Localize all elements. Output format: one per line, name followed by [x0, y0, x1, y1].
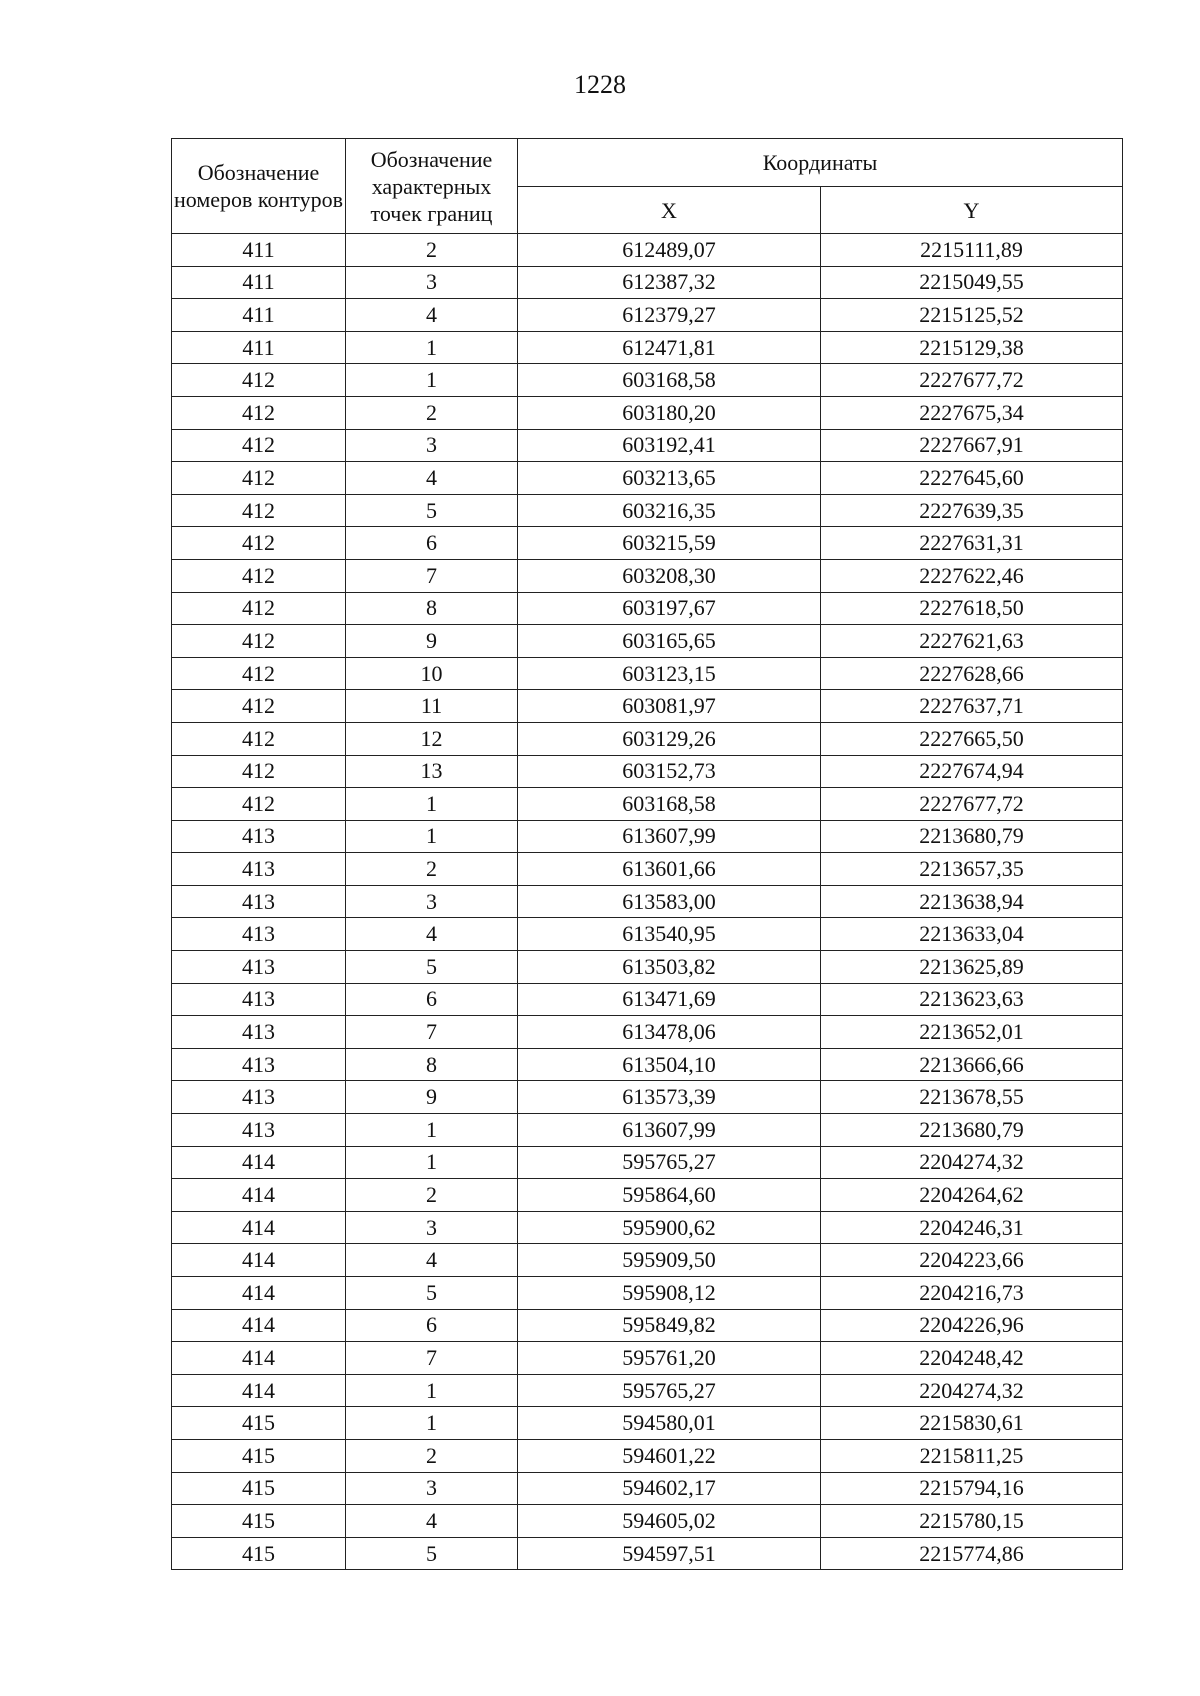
cell-contour-number: 413	[172, 1016, 346, 1049]
cell-contour-number: 411	[172, 266, 346, 299]
cell-x: 603165,65	[518, 625, 821, 658]
table-row	[172, 918, 1123, 951]
cell-x: 594605,02	[518, 1505, 821, 1538]
cell-point-number: 10	[346, 657, 518, 690]
table-row	[172, 951, 1123, 984]
cell-x: 595849,82	[518, 1309, 821, 1342]
cell-contour-number: 413	[172, 951, 346, 984]
cell-contour-number: 414	[172, 1342, 346, 1375]
table-row	[172, 1537, 1123, 1570]
cell-contour-number: 412	[172, 592, 346, 625]
cell-contour-number: 411	[172, 331, 346, 364]
cell-point-number: 4	[346, 299, 518, 332]
cell-point-number: 3	[346, 885, 518, 918]
cell-x: 612379,27	[518, 299, 821, 332]
cell-y: 2227622,46	[821, 559, 1123, 592]
cell-contour-number: 413	[172, 1048, 346, 1081]
cell-x: 603081,97	[518, 690, 821, 723]
cell-y: 2213652,01	[821, 1016, 1123, 1049]
cell-y: 2204226,96	[821, 1309, 1123, 1342]
cell-x: 613607,99	[518, 1114, 821, 1147]
cell-x: 594602,17	[518, 1472, 821, 1505]
cell-x: 603168,58	[518, 364, 821, 397]
cell-x: 613601,66	[518, 853, 821, 886]
cell-x: 603180,20	[518, 396, 821, 429]
cell-y: 2213678,55	[821, 1081, 1123, 1114]
cell-contour-number: 411	[172, 299, 346, 332]
cell-x: 603192,41	[518, 429, 821, 462]
cell-x: 612471,81	[518, 331, 821, 364]
cell-y: 2227631,31	[821, 527, 1123, 560]
cell-contour-number: 413	[172, 853, 346, 886]
cell-point-number: 1	[346, 1146, 518, 1179]
cell-x: 595900,62	[518, 1211, 821, 1244]
cell-y: 2215111,89	[821, 234, 1123, 267]
cell-contour-number: 415	[172, 1505, 346, 1538]
table-row	[172, 625, 1123, 658]
cell-y: 2213666,66	[821, 1048, 1123, 1081]
table-row	[172, 234, 1123, 267]
cell-x: 613607,99	[518, 820, 821, 853]
table-row	[172, 364, 1123, 397]
cell-x: 595864,60	[518, 1179, 821, 1212]
cell-y: 2215129,38	[821, 331, 1123, 364]
cell-y: 2227639,35	[821, 494, 1123, 527]
table-row	[172, 592, 1123, 625]
cell-y: 2227628,66	[821, 657, 1123, 690]
cell-x: 613583,00	[518, 885, 821, 918]
cell-contour-number: 412	[172, 364, 346, 397]
cell-point-number: 5	[346, 494, 518, 527]
cell-point-number: 4	[346, 1505, 518, 1538]
table-row	[172, 559, 1123, 592]
cell-point-number: 1	[346, 1114, 518, 1147]
cell-point-number: 1	[346, 331, 518, 364]
cell-contour-number: 413	[172, 820, 346, 853]
cell-x: 595909,50	[518, 1244, 821, 1277]
page-number: 1228	[574, 70, 626, 99]
cell-contour-number: 412	[172, 396, 346, 429]
cell-point-number: 5	[346, 1277, 518, 1310]
cell-point-number: 3	[346, 429, 518, 462]
cell-x: 613540,95	[518, 918, 821, 951]
header-contour-numbers: Обозначение номеров контуров	[172, 139, 346, 234]
cell-x: 595765,27	[518, 1146, 821, 1179]
cell-y: 2213680,79	[821, 1114, 1123, 1147]
table-row	[172, 396, 1123, 429]
cell-y: 2227665,50	[821, 722, 1123, 755]
cell-y: 2204248,42	[821, 1342, 1123, 1375]
cell-contour-number: 412	[172, 722, 346, 755]
cell-y: 2227677,72	[821, 788, 1123, 821]
cell-contour-number: 414	[172, 1211, 346, 1244]
cell-point-number: 7	[346, 1342, 518, 1375]
cell-contour-number: 413	[172, 918, 346, 951]
cell-contour-number: 414	[172, 1179, 346, 1212]
cell-y: 2227674,94	[821, 755, 1123, 788]
cell-point-number: 4	[346, 918, 518, 951]
table-row	[172, 983, 1123, 1016]
table-row	[172, 1374, 1123, 1407]
cell-contour-number: 413	[172, 1114, 346, 1147]
cell-y: 2213657,35	[821, 853, 1123, 886]
cell-x: 595908,12	[518, 1277, 821, 1310]
cell-point-number: 1	[346, 1374, 518, 1407]
cell-y: 2213633,04	[821, 918, 1123, 951]
table-row	[172, 788, 1123, 821]
cell-point-number: 9	[346, 1081, 518, 1114]
cell-contour-number: 414	[172, 1146, 346, 1179]
cell-y: 2215780,15	[821, 1505, 1123, 1538]
cell-y: 2227667,91	[821, 429, 1123, 462]
cell-y: 2215125,52	[821, 299, 1123, 332]
cell-point-number: 1	[346, 820, 518, 853]
cell-y: 2215811,25	[821, 1439, 1123, 1472]
cell-y: 2227675,34	[821, 396, 1123, 429]
cell-x: 603208,30	[518, 559, 821, 592]
cell-contour-number: 412	[172, 527, 346, 560]
cell-point-number: 3	[346, 266, 518, 299]
cell-x: 603129,26	[518, 722, 821, 755]
cell-point-number: 2	[346, 1439, 518, 1472]
cell-x: 613503,82	[518, 951, 821, 984]
header-y: Y	[821, 187, 1123, 234]
header-boundary-points: Обозначение характерных точек границ	[346, 139, 518, 234]
cell-point-number: 2	[346, 234, 518, 267]
cell-y: 2204274,32	[821, 1374, 1123, 1407]
table-row	[172, 820, 1123, 853]
cell-x: 613471,69	[518, 983, 821, 1016]
cell-contour-number: 413	[172, 983, 346, 1016]
cell-point-number: 8	[346, 592, 518, 625]
table-row	[172, 1114, 1123, 1147]
coordinates-table	[171, 138, 1123, 1570]
table-row	[172, 1146, 1123, 1179]
cell-x: 612387,32	[518, 266, 821, 299]
cell-contour-number: 413	[172, 885, 346, 918]
cell-x: 595765,27	[518, 1374, 821, 1407]
table-row	[172, 755, 1123, 788]
cell-x: 603197,67	[518, 592, 821, 625]
cell-x: 603123,15	[518, 657, 821, 690]
cell-point-number: 5	[346, 951, 518, 984]
cell-y: 2213680,79	[821, 820, 1123, 853]
table-row	[172, 1016, 1123, 1049]
table-row	[172, 1048, 1123, 1081]
cell-point-number: 12	[346, 722, 518, 755]
cell-y: 2204246,31	[821, 1211, 1123, 1244]
cell-x: 603213,65	[518, 462, 821, 495]
cell-point-number: 4	[346, 1244, 518, 1277]
table-row	[172, 494, 1123, 527]
cell-x: 613504,10	[518, 1048, 821, 1081]
table-row	[172, 1179, 1123, 1212]
cell-contour-number: 412	[172, 625, 346, 658]
table-row	[172, 853, 1123, 886]
cell-contour-number: 414	[172, 1244, 346, 1277]
cell-contour-number: 412	[172, 559, 346, 592]
table-row	[172, 429, 1123, 462]
cell-point-number: 6	[346, 1309, 518, 1342]
cell-contour-number: 412	[172, 788, 346, 821]
cell-x: 603216,35	[518, 494, 821, 527]
table-row	[172, 1309, 1123, 1342]
cell-y: 2213638,94	[821, 885, 1123, 918]
table-row	[172, 690, 1123, 723]
cell-y: 2213623,63	[821, 983, 1123, 1016]
table-row	[172, 722, 1123, 755]
header-x: X	[518, 187, 821, 234]
cell-y: 2215794,16	[821, 1472, 1123, 1505]
table-row	[172, 1244, 1123, 1277]
cell-contour-number: 415	[172, 1537, 346, 1570]
cell-contour-number: 413	[172, 1081, 346, 1114]
cell-x: 603152,73	[518, 755, 821, 788]
table-row	[172, 1407, 1123, 1440]
table-row	[172, 462, 1123, 495]
cell-contour-number: 415	[172, 1472, 346, 1505]
cell-point-number: 1	[346, 1407, 518, 1440]
cell-x: 594597,51	[518, 1537, 821, 1570]
table-row	[172, 1342, 1123, 1375]
cell-contour-number: 412	[172, 657, 346, 690]
cell-contour-number: 414	[172, 1374, 346, 1407]
table-row	[172, 657, 1123, 690]
cell-contour-number: 412	[172, 462, 346, 495]
table-row	[172, 885, 1123, 918]
cell-point-number: 7	[346, 1016, 518, 1049]
cell-x: 594580,01	[518, 1407, 821, 1440]
cell-contour-number: 412	[172, 690, 346, 723]
cell-point-number: 5	[346, 1537, 518, 1570]
cell-contour-number: 414	[172, 1277, 346, 1310]
table-row	[172, 1439, 1123, 1472]
cell-contour-number: 412	[172, 494, 346, 527]
cell-point-number: 13	[346, 755, 518, 788]
cell-point-number: 2	[346, 1179, 518, 1212]
cell-y: 2204223,66	[821, 1244, 1123, 1277]
cell-point-number: 6	[346, 527, 518, 560]
table-row	[172, 527, 1123, 560]
table-row	[172, 1505, 1123, 1538]
cell-x: 612489,07	[518, 234, 821, 267]
table-row	[172, 1472, 1123, 1505]
cell-contour-number: 412	[172, 755, 346, 788]
cell-point-number: 9	[346, 625, 518, 658]
cell-point-number: 2	[346, 853, 518, 886]
cell-y: 2204216,73	[821, 1277, 1123, 1310]
table-row	[172, 1277, 1123, 1310]
cell-y: 2227637,71	[821, 690, 1123, 723]
cell-contour-number: 415	[172, 1407, 346, 1440]
table-body	[172, 234, 1123, 1570]
cell-contour-number: 411	[172, 234, 346, 267]
cell-point-number: 1	[346, 788, 518, 821]
cell-point-number: 3	[346, 1211, 518, 1244]
table-row	[172, 299, 1123, 332]
cell-point-number: 1	[346, 364, 518, 397]
cell-point-number: 4	[346, 462, 518, 495]
cell-y: 2227618,50	[821, 592, 1123, 625]
cell-y: 2215049,55	[821, 266, 1123, 299]
cell-contour-number: 414	[172, 1309, 346, 1342]
cell-point-number: 3	[346, 1472, 518, 1505]
cell-point-number: 7	[346, 559, 518, 592]
cell-x: 595761,20	[518, 1342, 821, 1375]
cell-point-number: 8	[346, 1048, 518, 1081]
cell-y: 2215830,61	[821, 1407, 1123, 1440]
table-header	[172, 139, 1123, 234]
table-row	[172, 1211, 1123, 1244]
cell-x: 594601,22	[518, 1439, 821, 1472]
cell-y: 2227645,60	[821, 462, 1123, 495]
cell-y: 2215774,86	[821, 1537, 1123, 1570]
cell-y: 2213625,89	[821, 951, 1123, 984]
cell-x: 603215,59	[518, 527, 821, 560]
cell-y: 2204274,32	[821, 1146, 1123, 1179]
cell-x: 613478,06	[518, 1016, 821, 1049]
cell-contour-number: 412	[172, 429, 346, 462]
cell-y: 2227621,63	[821, 625, 1123, 658]
table-row	[172, 331, 1123, 364]
table-row	[172, 1081, 1123, 1114]
cell-y: 2204264,62	[821, 1179, 1123, 1212]
header-coordinates: Координаты	[518, 139, 1123, 187]
cell-x: 603168,58	[518, 788, 821, 821]
table-row	[172, 266, 1123, 299]
cell-y: 2227677,72	[821, 364, 1123, 397]
cell-x: 613573,39	[518, 1081, 821, 1114]
cell-point-number: 6	[346, 983, 518, 1016]
cell-point-number: 2	[346, 396, 518, 429]
cell-point-number: 11	[346, 690, 518, 723]
cell-contour-number: 415	[172, 1439, 346, 1472]
